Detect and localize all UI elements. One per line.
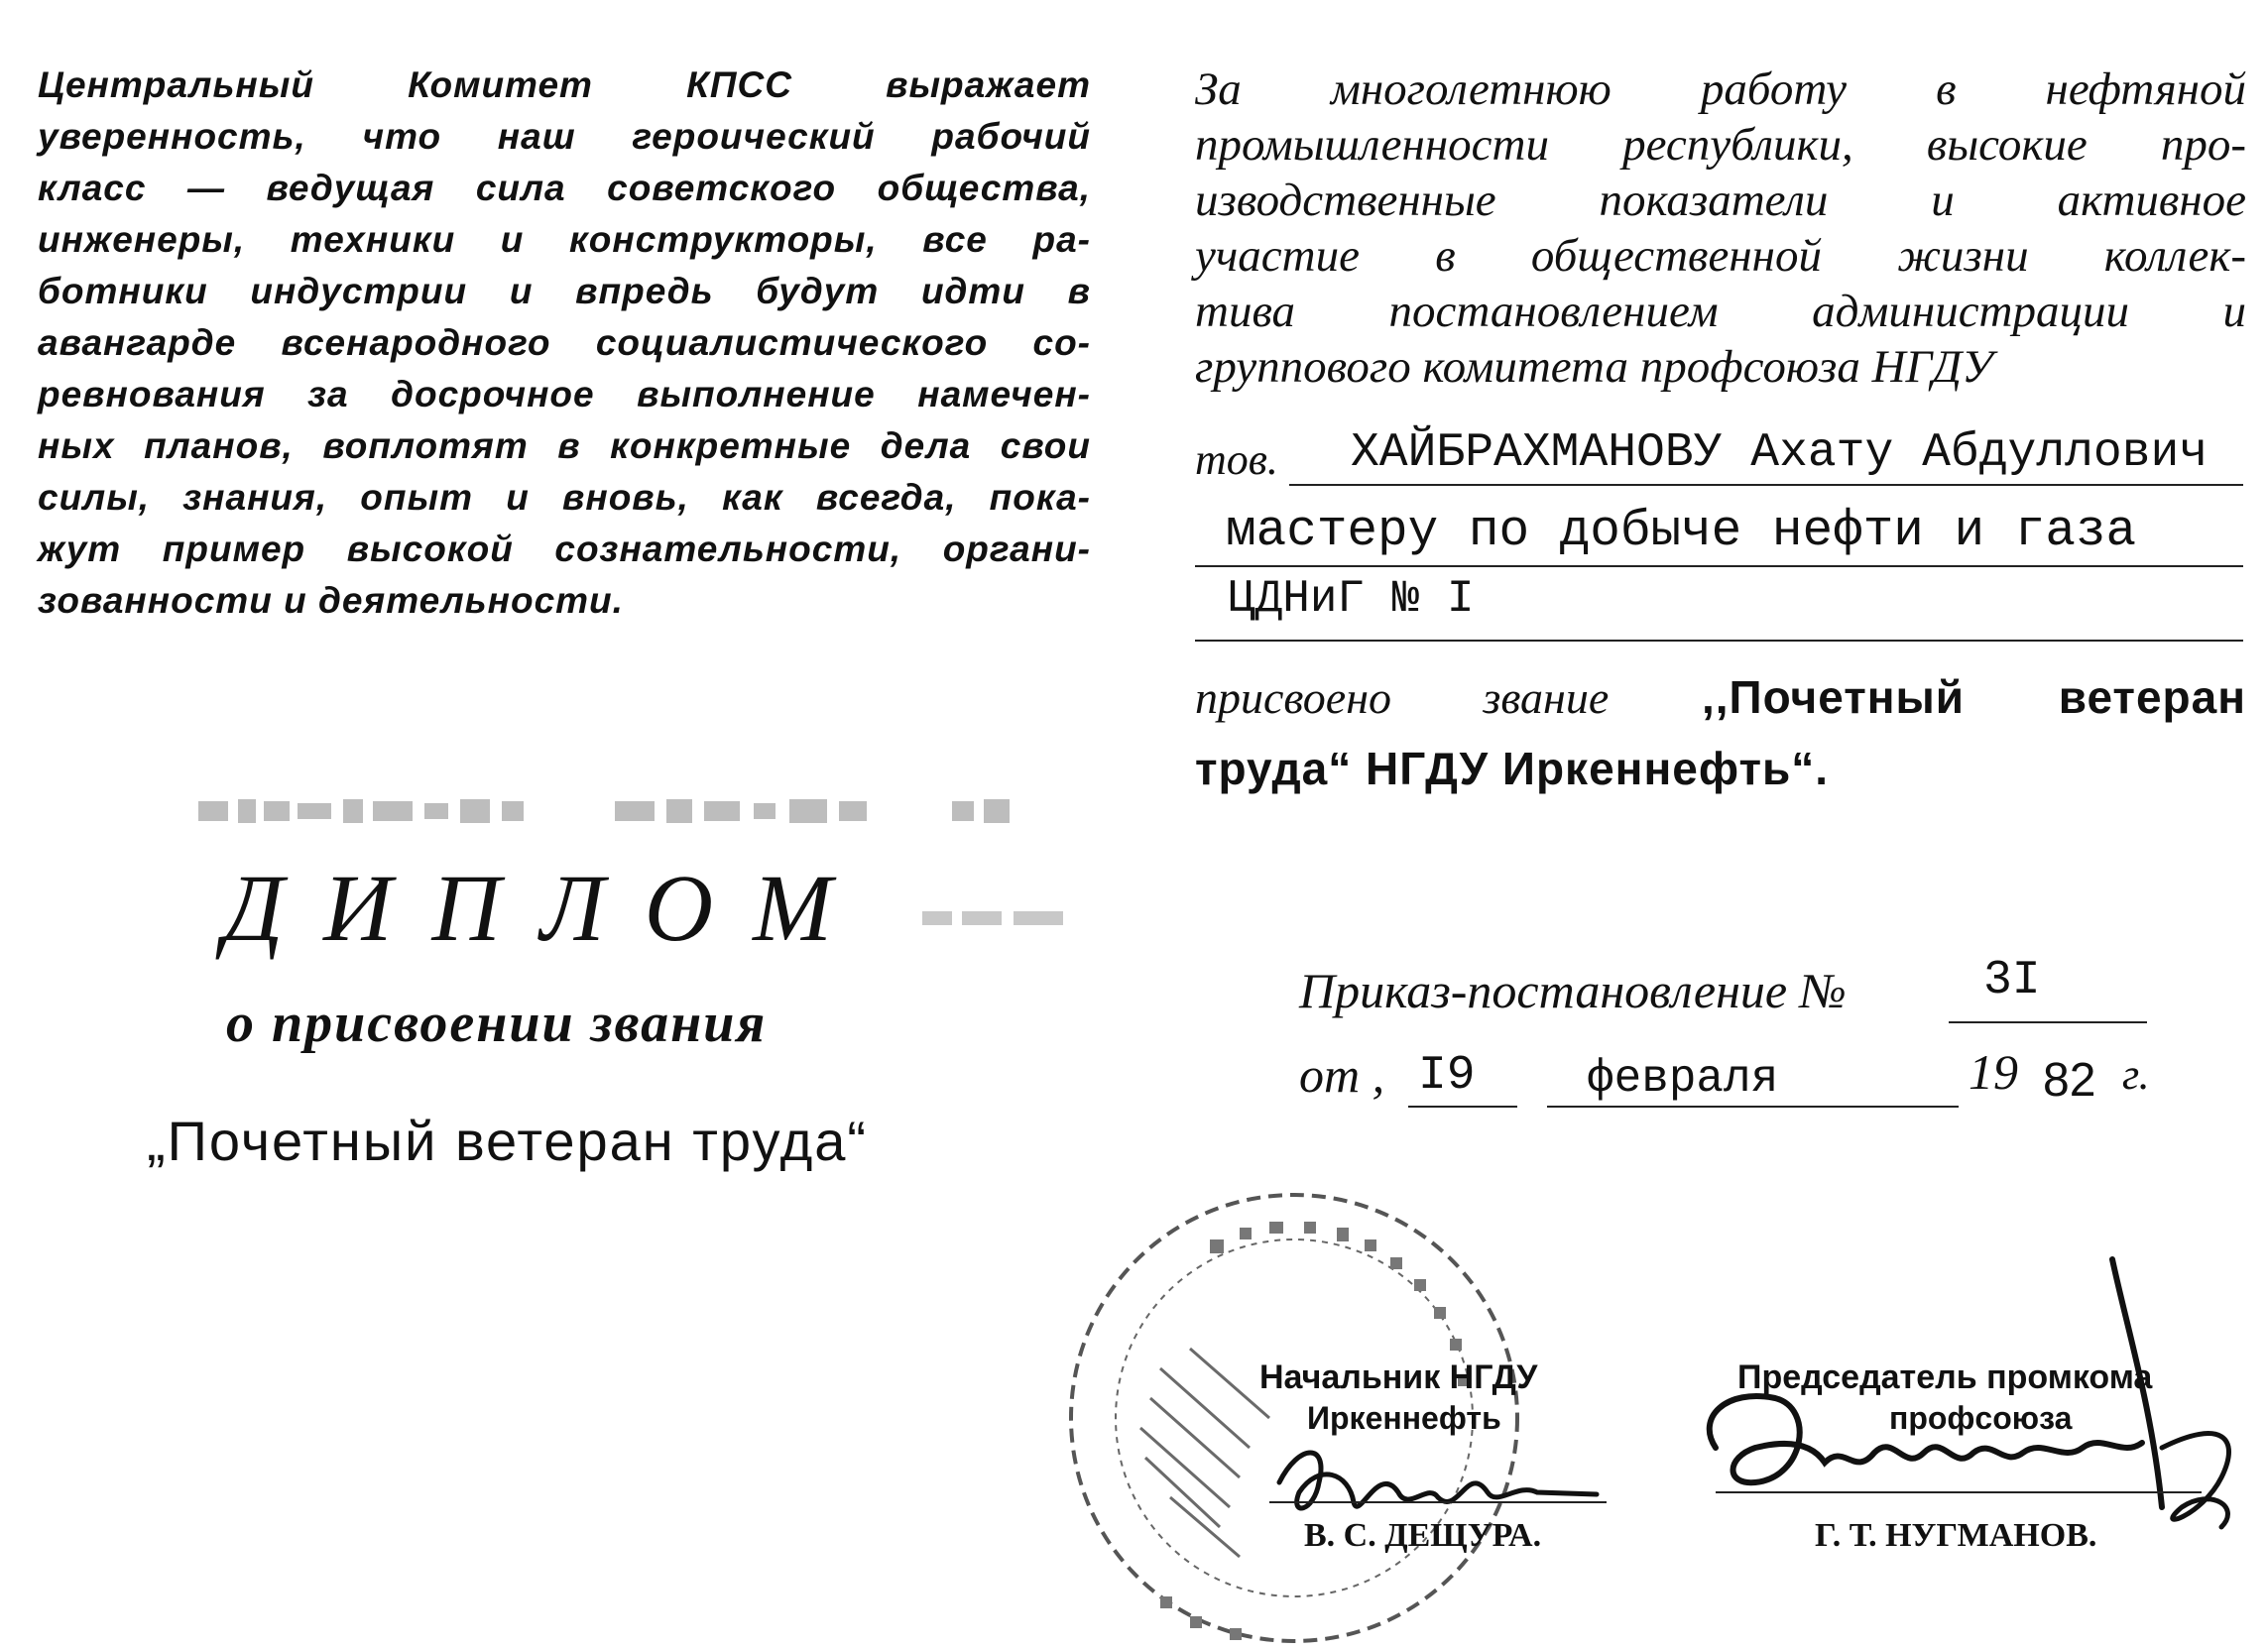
recipient-name: ХАЙБРАХМАНОВУ Ахату Абдуллович bbox=[1351, 426, 2208, 480]
left-paragraph-line: Центральный Комитет КПСС выражает bbox=[38, 64, 1091, 105]
order-label: Приказ-постановление № bbox=[1299, 963, 1847, 1018]
tov-label: тов. bbox=[1195, 435, 1278, 484]
left-paragraph-line: ревнования за досрочное выполнение намечен- bbox=[38, 374, 1091, 414]
assigned-title-part2: труда“ НГДУ Иркеннефть“. bbox=[1195, 743, 1830, 794]
recipient-department: ЦДНиГ № I bbox=[1228, 573, 1475, 625]
date-from-label: от , bbox=[1299, 1047, 1385, 1103]
left-paragraph-line: жут пример высокой сознательности, органи- bbox=[38, 529, 1091, 569]
faded-print-decoration bbox=[198, 793, 1021, 827]
right-paragraph-line: группового комитета профсоюза НГДУ bbox=[1195, 341, 1993, 393]
head-name: В. С. ДЕЩУРА. bbox=[1304, 1517, 1542, 1554]
assigned-title-block bbox=[1195, 670, 2246, 795]
recipient-underline bbox=[1289, 484, 2243, 486]
date-month-underline bbox=[1547, 1106, 1959, 1108]
chair-title: Председатель промкома bbox=[1737, 1358, 2153, 1396]
diploma-title: ДИПЛОМ bbox=[223, 855, 873, 961]
head-title: Начальник НГДУ bbox=[1259, 1358, 1538, 1396]
left-paragraph-line: инженеры, техники и конструкторы, все ра- bbox=[38, 219, 1091, 260]
assigned-prefix: присвоено звание bbox=[1195, 672, 1610, 723]
recipient-position: мастеру по добыче нефти и газа bbox=[1226, 504, 2137, 560]
left-paragraph-line: класс — ведущая сила советского общества, bbox=[38, 168, 1091, 208]
left-paragraph-line: зованности и деятельности. bbox=[38, 580, 624, 621]
head-organization: Иркеннефть bbox=[1307, 1400, 1501, 1436]
chair-signature bbox=[1686, 1249, 2261, 1547]
date-suffix: г. bbox=[2122, 1050, 2150, 1099]
faded-print-decoration bbox=[922, 907, 1071, 929]
left-paragraph-line: уверенность, что наш героический рабочий bbox=[38, 116, 1091, 157]
date-year: 82 bbox=[2043, 1054, 2096, 1107]
left-paragraph-line: авангарде всенародного социалистического со- bbox=[38, 322, 1091, 363]
right-paragraph-line: промышленности республики, высокие про- bbox=[1195, 119, 2246, 171]
date-century: 19 bbox=[1969, 1044, 2018, 1100]
right-paragraph-line: изводственные показатели и активное bbox=[1195, 175, 2246, 226]
left-paragraph-line: ных планов, воплотят в конкретные дела свои bbox=[38, 425, 1091, 466]
department-underline bbox=[1195, 640, 2243, 642]
right-paragraph-line: тива постановлением администрации и bbox=[1195, 286, 2246, 337]
date-day-underline bbox=[1408, 1106, 1517, 1108]
chair-organization: профсоюза bbox=[1889, 1400, 2073, 1436]
chair-name: Г. Т. НУГМАНОВ. bbox=[1815, 1517, 2097, 1554]
left-paragraph-line: силы, знания, опыт и вновь, как всегда, пока- bbox=[38, 477, 1091, 518]
order-number-underline bbox=[1949, 1021, 2147, 1023]
date-month: февраля bbox=[1587, 1053, 1779, 1105]
left-paragraph-line: ботники индустрии и впредь будут идти в bbox=[38, 271, 1091, 311]
position-underline bbox=[1195, 565, 2243, 567]
left-paragraph bbox=[38, 59, 1091, 627]
date-day: I9 bbox=[1418, 1049, 1476, 1103]
assigned-title-part1: ,,Почетный ветеран bbox=[1701, 671, 2246, 723]
right-paragraph bbox=[1195, 61, 2246, 395]
diploma-honor-title: „Почетный ветеран труда“ bbox=[147, 1110, 869, 1172]
order-number: 3I bbox=[1983, 954, 2041, 1007]
right-paragraph-line: участие в общественной жизни коллек- bbox=[1195, 230, 2246, 282]
diploma-subtitle: о присвоении звания bbox=[226, 993, 768, 1054]
assigned-row bbox=[1195, 670, 2246, 724]
right-paragraph-line: За многолетнюю работу в нефтяной bbox=[1195, 63, 2246, 115]
